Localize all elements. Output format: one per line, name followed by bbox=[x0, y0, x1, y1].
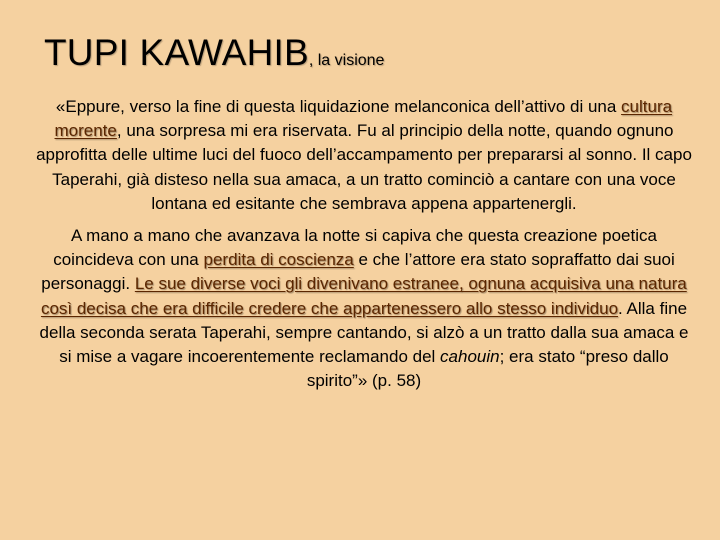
quote-paragraph-2 bbox=[36, 224, 692, 393]
highlight-cultura-morente: cultura morente bbox=[54, 97, 673, 141]
quote-body bbox=[36, 95, 692, 393]
paragraph-1-text-b: , una sorpresa mi era riservata. Fu al principio della notte, quando ognuno approfitta delle ultime luci del fuoco dell’accampamento per prepararsi al sonno. Il capo Taperahi, già disteso nella sua amaca, a un tratto cominciò a cantare con una voce lontana ed esitante che sembrava appena appartenergli. bbox=[36, 121, 692, 213]
quote-paragraph-1 bbox=[36, 95, 692, 216]
title-main: TUPI KAWAHIB bbox=[44, 32, 309, 73]
paragraph-2-text-a: A mano a mano che avanzava la notte si capiva che questa creazione poetica coincideva con una bbox=[53, 226, 657, 270]
slide-title bbox=[44, 32, 384, 74]
paragraph-2-text-b: e che l’attore era stato sopraffatto dai suoi personaggi. bbox=[41, 250, 675, 294]
title-subtitle: , la visione bbox=[308, 52, 385, 69]
highlight-perdita-di-coscienza: perdita di coscienza bbox=[203, 250, 354, 270]
paragraph-2-text-d: ; era stato “preso dallo spirito”» (p. 58) bbox=[306, 347, 669, 391]
highlight-diverse-voci: Le sue diverse voci gli divenivano estranee, ognuna acquisiva una natura così decisa che era difficile credere che appartenessero allo stesso individuo bbox=[40, 274, 687, 318]
paragraph-1-text-a: «Eppure, verso la fine di questa liquidazione melanconica dell’attivo di una bbox=[55, 97, 622, 116]
italic-cahouin: cahouin bbox=[440, 347, 500, 367]
paragraph-2-text-c: . Alla fine della seconda serata Taperahi, sempre cantando, si alzò a un tratto dalla sua amaca e si mise a vagare incoerentemente reclamando del bbox=[39, 298, 689, 367]
